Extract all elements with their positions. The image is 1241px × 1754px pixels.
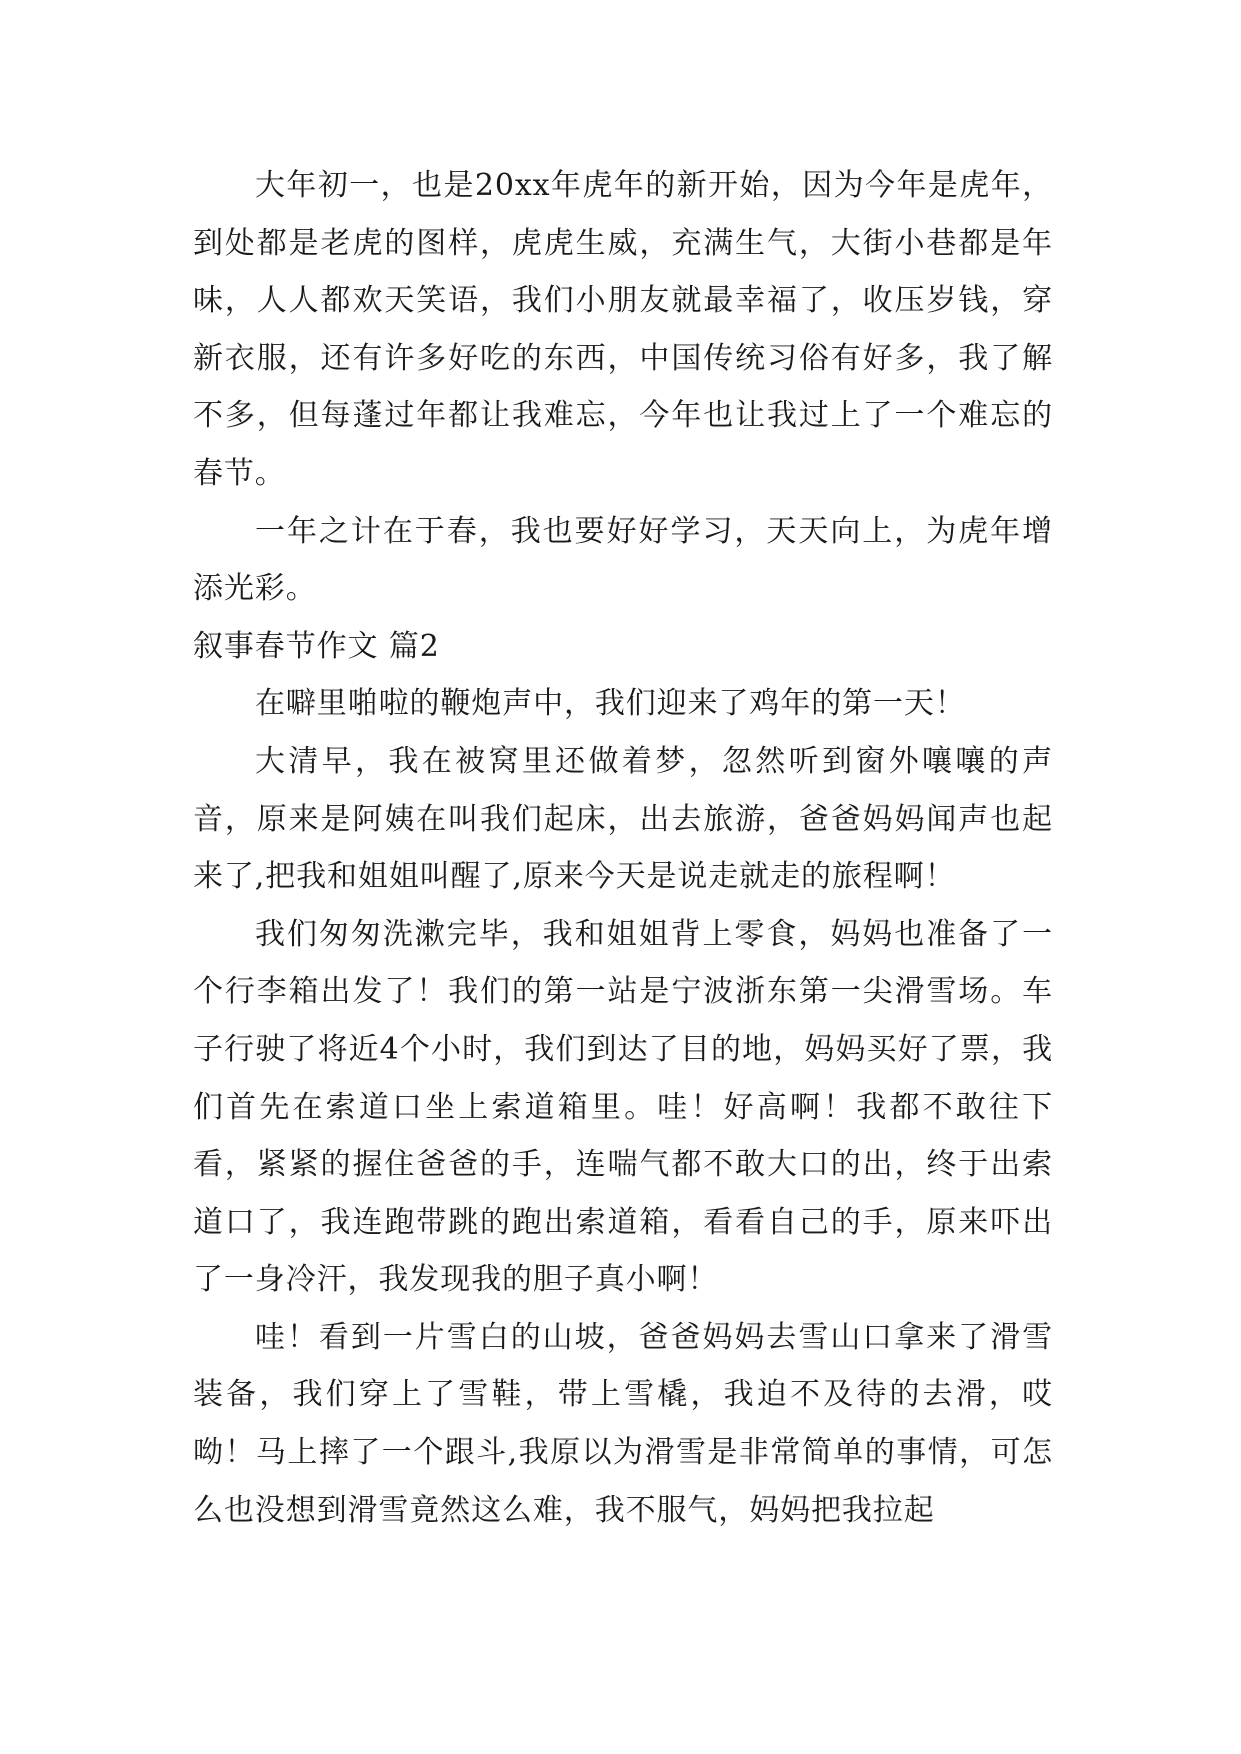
document-body xyxy=(193,157,1053,1539)
paragraph-new-year-day: 大年初一，也是20xx年虎年的新开始，因为今年是虎年，到处都是老虎的图样，虎虎生威，充满生气，大街小巷都是年味，人人都欢天笑语，我们小朋友就最幸福了，收压岁钱，穿新衣服，还有许多好吃的东西，中国传统习俗有好多，我了解不多，但每蓬过年都让我难忘，今年也让我过上了一个难忘的春节。 xyxy=(193,168,1053,491)
paragraph-early-morning: 大清早，我在被窝里还做着梦，忽然听到窗外嚷嚷的声音，原来是阿姨在叫我们起床，出去旅游，爸爸妈妈闻声也起来了,把我和姐姐叫醒了,原来今天是说走就走的旅程啊！ xyxy=(193,743,1053,895)
paragraph-ski-trip: 我们匆匆洗漱完毕，我和姐姐背上零食，妈妈也准备了一个行李箱出发了！我们的第一站是宁波浙东第一尖滑雪场。车子行驶了将近4个小时，我们到达了目的地，妈妈买好了票，我们首先在索道口坐上索道箱里。哇！好高啊！我都不敢往下看，紧紧的握住爸爸的手，连喘气都不敢大口的出，终于出索道口了，我连跑带跳的跑出索道箱，看看自己的手，原来吓出了一身冷汗，我发现我的胆子真小啊！ xyxy=(193,916,1053,1298)
paragraph-skiing: 哇！看到一片雪白的山坡，爸爸妈妈去雪山口拿来了滑雪装备，我们穿上了雪鞋，带上雪橇，我迫不及待的去滑，哎呦！马上摔了一个跟斗,我原以为滑雪是非常简单的事情，可怎么也没想到滑雪竟然这么难，我不服气，妈妈把我拉起 xyxy=(193,1319,1053,1528)
paragraph-firecrackers: 在噼里啪啦的鞭炮声中，我们迎来了鸡年的第一天！ xyxy=(255,686,966,722)
section-heading: 叙事春节作文 篇2 xyxy=(193,628,440,664)
paragraph-spring-plan: 一年之计在于春，我也要好好学习，天天向上，为虎年增添光彩。 xyxy=(193,513,1053,607)
